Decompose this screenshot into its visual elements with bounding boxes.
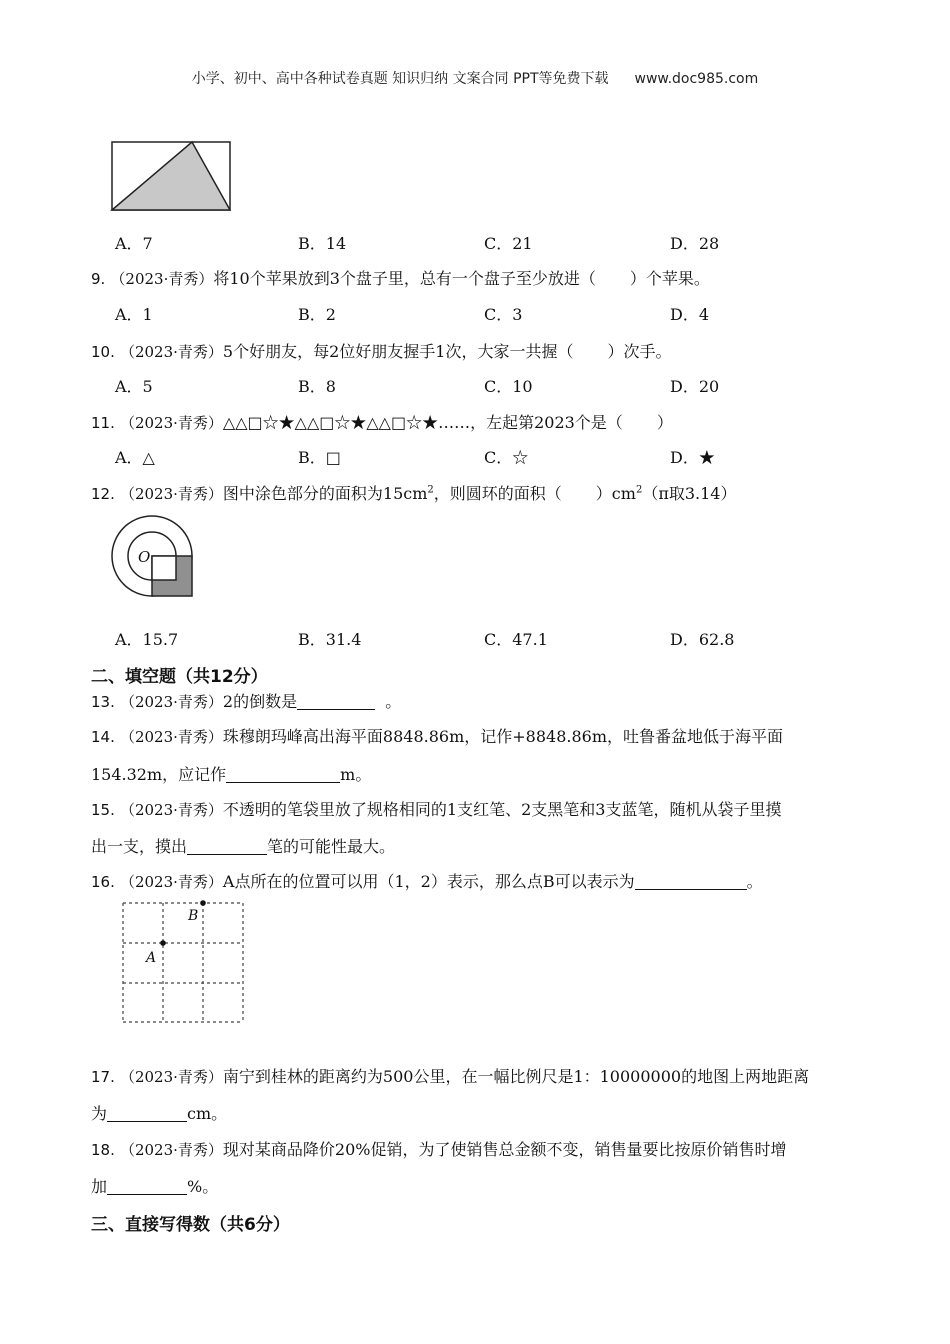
q12-option-d[interactable]: D．62.8 — [670, 630, 735, 649]
question-17-line2 — [91, 1101, 227, 1124]
q16-answer-blank[interactable] — [635, 873, 747, 890]
q11-option-a[interactable]: A．△ — [115, 448, 155, 467]
q18-source: （2023·青秀） — [119, 1141, 223, 1159]
q13-answer-blank[interactable] — [297, 693, 375, 710]
q16-grid-figure — [118, 898, 248, 1026]
q9-option-a[interactable]: A．1 — [115, 305, 153, 324]
q9-option-b[interactable]: B．2 — [298, 305, 336, 324]
question-15-line2 — [91, 834, 395, 857]
q13-number: 13. — [91, 693, 115, 711]
question-11 — [91, 410, 673, 433]
q11-text-b: ） — [656, 413, 673, 432]
page-header — [0, 68, 950, 88]
q8-option-b[interactable]: B．14 — [298, 234, 347, 253]
q12-text-c: ）cm — [595, 484, 636, 503]
q9-text-a: 将10个苹果放到3个盘子里，总有一个盘子至少放进（ — [213, 269, 596, 288]
q13-source: （2023·青秀） — [119, 693, 223, 711]
q11-option-d[interactable]: D．★ — [670, 448, 715, 467]
q12-figure — [110, 514, 200, 598]
q12-text-d: （π取3.14） — [642, 484, 737, 503]
q18-line2-a: 加 — [91, 1177, 108, 1196]
q12-option-c[interactable]: C．47.1 — [484, 630, 548, 649]
q8-figure — [110, 140, 234, 214]
q18-number: 18. — [91, 1141, 115, 1159]
question-14 — [91, 724, 783, 747]
q18-line1: 现对某商品降价20%促销，为了使销售总金额不变，销售量要比按原价销售时增 — [222, 1140, 787, 1159]
q16-number: 16. — [91, 873, 115, 891]
q15-line1: 不透明的笔袋里放了规格相同的1支红笔、2支黑笔和3支蓝笔，随机从袋子里摸 — [222, 800, 782, 819]
q14-source: （2023·青秀） — [119, 728, 223, 746]
label-b: B — [188, 908, 199, 924]
question-9 — [91, 266, 710, 289]
header-site: www.doc985.com — [634, 71, 759, 87]
q12-small-square — [152, 556, 176, 580]
q15-number: 15. — [91, 801, 115, 819]
q9-number: 9. — [91, 270, 106, 288]
q12-sup-1: 2 — [427, 484, 434, 496]
q14-line2-b: m。 — [340, 765, 372, 784]
q17-line1: 南宁到桂林的距离约为500公里，在一幅比例尺是1：10000000的地图上两地距离 — [222, 1067, 810, 1086]
q9-option-c[interactable]: C．3 — [484, 305, 523, 324]
q9-text-b: ）个苹果。 — [629, 269, 710, 288]
header-text: 小学、初中、高中各种试卷真题 知识归纳 文案合同 PPT等免费下载 — [191, 71, 609, 87]
question-10 — [91, 339, 671, 362]
q10-number: 10. — [91, 343, 115, 361]
q16-text-b: 。 — [746, 872, 763, 891]
q12-source: （2023·青秀） — [119, 485, 223, 503]
q18-line2-b: %。 — [187, 1177, 219, 1196]
section-3-title: 三、直接写得数（共6分） — [91, 1215, 290, 1235]
q9-source: （2023·青秀） — [110, 270, 214, 288]
q17-answer-blank[interactable] — [107, 1105, 187, 1122]
q11-option-b[interactable]: B．□ — [298, 448, 341, 467]
q15-line2-a: 出一支，摸出 — [91, 837, 188, 856]
q8-shaded-triangle — [112, 142, 230, 210]
point-b — [200, 900, 206, 906]
q12-option-b[interactable]: B．31.4 — [298, 630, 362, 649]
q15-answer-blank[interactable] — [187, 838, 267, 855]
question-12 — [91, 481, 736, 504]
q13-text-b: 。 — [385, 692, 402, 711]
label-a: A — [146, 950, 157, 966]
q17-source: （2023·青秀） — [119, 1068, 223, 1086]
q10-option-d[interactable]: D．20 — [670, 377, 720, 396]
q12-option-a[interactable]: A．15.7 — [115, 630, 179, 649]
q14-number: 14. — [91, 728, 115, 746]
q10-option-c[interactable]: C．10 — [484, 377, 533, 396]
question-16 — [91, 869, 763, 892]
q8-option-c[interactable]: C．21 — [484, 234, 533, 253]
q14-line2-a: 154.32m，应记作 — [91, 765, 227, 784]
q15-source: （2023·青秀） — [119, 801, 223, 819]
question-13 — [91, 689, 401, 712]
q12-sup-2: 2 — [635, 484, 643, 496]
section-2-title: 二、填空题（共12分） — [91, 667, 268, 687]
q18-answer-blank[interactable] — [107, 1178, 187, 1195]
q11-source: （2023·青秀） — [119, 414, 223, 432]
question-18-line2 — [91, 1174, 218, 1197]
q10-text-b: ）次手。 — [607, 342, 672, 361]
q8-option-d[interactable]: D．28 — [670, 234, 720, 253]
q15-line2-b: 笔的可能性最大。 — [267, 837, 396, 856]
q17-line2-a: 为 — [91, 1104, 108, 1123]
question-18 — [91, 1137, 786, 1160]
q17-line2-b: cm。 — [187, 1104, 228, 1123]
q12-text-b: ，则圆环的面积（ — [433, 484, 562, 503]
q16-source: （2023·青秀） — [119, 873, 223, 891]
q9-option-d[interactable]: D．4 — [670, 305, 710, 324]
q13-text-a: 2的倒数是 — [222, 692, 298, 711]
q11-option-c[interactable]: C．☆ — [484, 448, 529, 467]
q16-text-a: A点所在的位置可以用（1，2）表示，那么点B可以表示为 — [222, 872, 635, 891]
q12-text-a: 图中涂色部分的面积为15cm — [222, 484, 428, 503]
point-a — [160, 940, 166, 946]
q12-number: 12. — [91, 485, 115, 503]
q10-option-b[interactable]: B．8 — [298, 377, 336, 396]
q14-line1: 珠穆朗玛峰高出海平面8848.86m，记作+8848.86m，吐鲁番盆地低于海平面 — [222, 727, 783, 746]
question-15 — [91, 797, 781, 820]
q10-text-a: 5个好朋友，每2位好朋友握手1次，大家一共握（ — [222, 342, 574, 361]
q10-option-a[interactable]: A．5 — [115, 377, 153, 396]
q11-number: 11. — [91, 414, 115, 432]
q14-answer-blank[interactable] — [226, 766, 340, 783]
q10-source: （2023·青秀） — [119, 343, 223, 361]
q12-label-o: O — [138, 548, 151, 566]
q8-option-a[interactable]: A．7 — [115, 234, 153, 253]
question-17 — [91, 1064, 809, 1087]
q17-number: 17. — [91, 1068, 115, 1086]
q11-text: △△□☆★△△□☆★△△□☆★……，左起第2023个是（ — [222, 413, 623, 432]
question-14-line2 — [91, 762, 371, 785]
